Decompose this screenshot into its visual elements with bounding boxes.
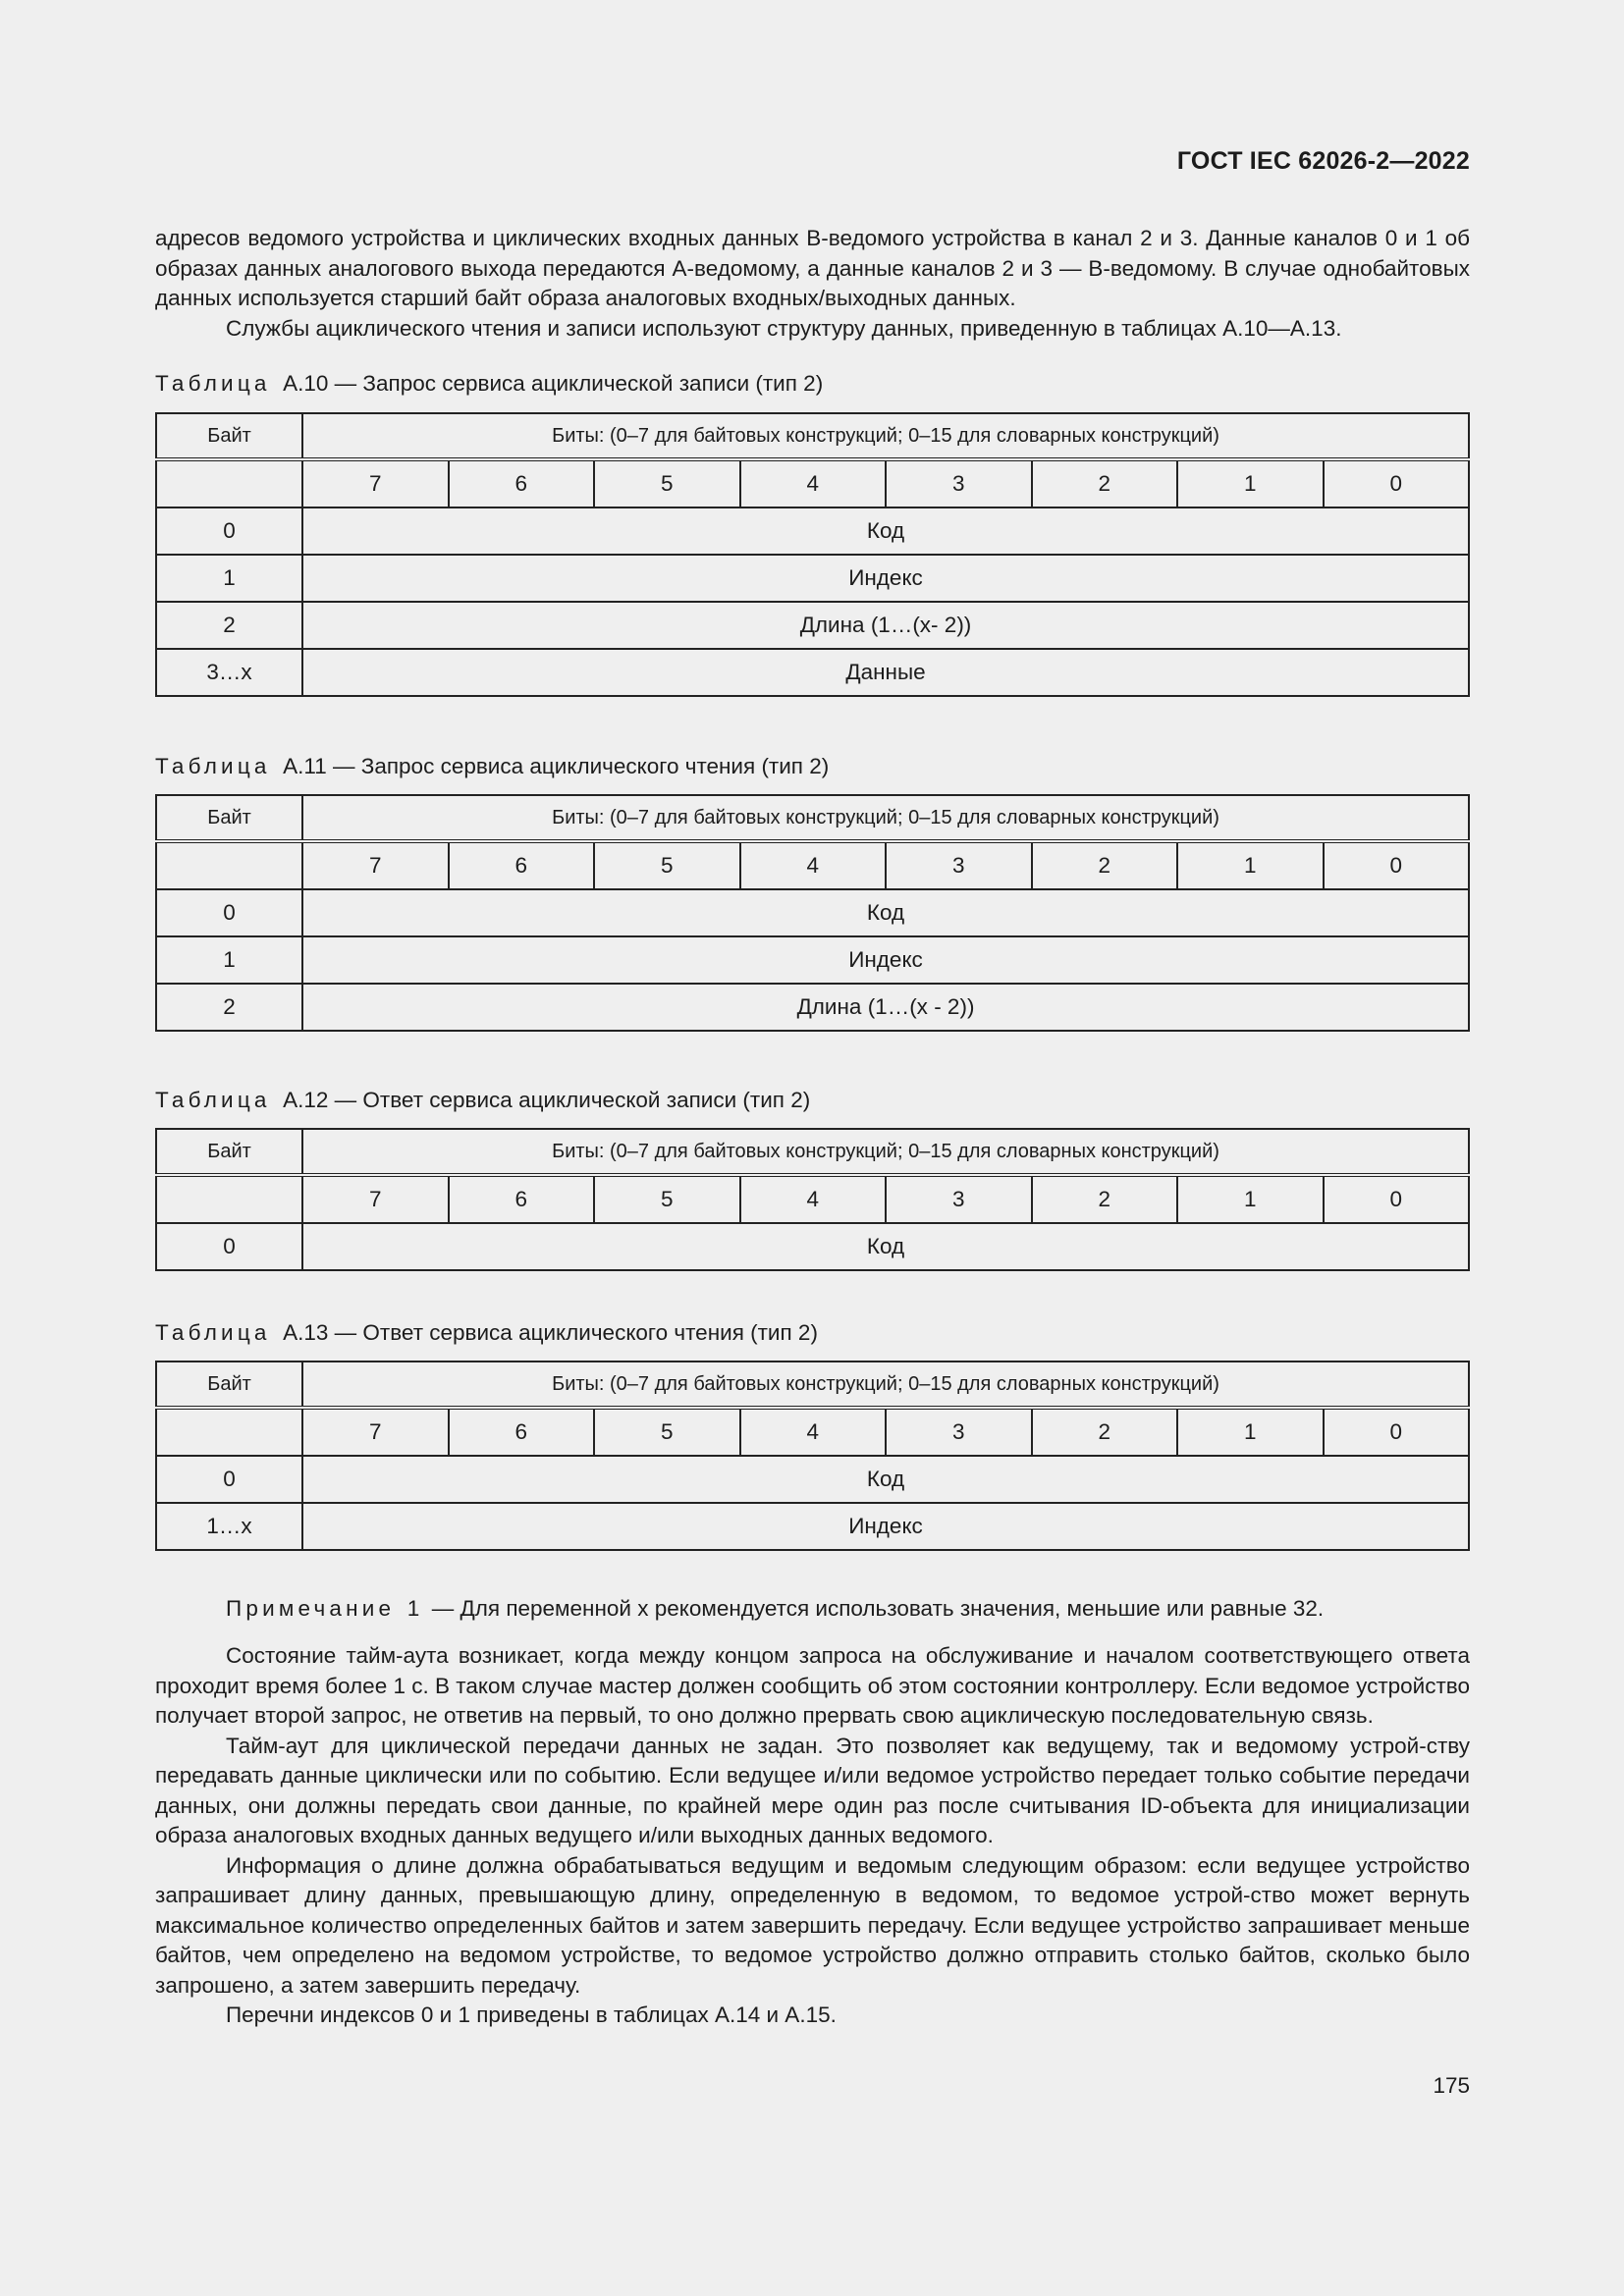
- header-byte: Байт: [156, 795, 302, 841]
- intro-paragraph: адресов ведомого устройства и циклических входных данных В-ведомого устройства в канал 2 и 3. Данные каналов 0 и 1 об образах данных аналогового выхода передаются А-ведомому, а данные каналов 2 и 3 — В-ведомому. В случае однобайтовых данных используется старший байт образа аналоговых входных/выходных данных.: [155, 226, 1470, 310]
- value-cell: Индекс: [302, 936, 1469, 984]
- bit-cell: 0: [1324, 841, 1470, 889]
- value-cell: Длина (1…(х - 2)): [302, 984, 1469, 1031]
- bit-cell: 3: [886, 1175, 1032, 1223]
- bit-cell: 7: [302, 1408, 449, 1456]
- table-caption-a13: [155, 1318, 818, 1348]
- bit-cell: 0: [1324, 1175, 1470, 1223]
- byte-cell: 0: [156, 1223, 302, 1270]
- bit-cell: 4: [740, 841, 887, 889]
- table-row: [156, 555, 1469, 602]
- table-row: [156, 1456, 1469, 1503]
- value-cell: Длина (1…(х- 2)): [302, 602, 1469, 649]
- empty-cell: [156, 459, 302, 507]
- bit-cell: 2: [1032, 841, 1178, 889]
- byte-cell: 0: [156, 889, 302, 936]
- table-row: [156, 1223, 1469, 1270]
- byte-cell: 0: [156, 1456, 302, 1503]
- intro-text: [155, 224, 1470, 344]
- empty-cell: [156, 1408, 302, 1456]
- table-row: [156, 602, 1469, 649]
- table-a11: [155, 794, 1470, 1032]
- bit-cell: 5: [594, 459, 740, 507]
- note: [155, 1594, 1470, 1625]
- table-title: А.12 — Ответ сервиса ациклической записи (тип 2): [283, 1088, 811, 1112]
- bit-cell: 4: [740, 1408, 887, 1456]
- bit-cell: 7: [302, 841, 449, 889]
- header-byte: Байт: [156, 1362, 302, 1408]
- bit-cell: 1: [1177, 841, 1324, 889]
- table-word: Таблица: [155, 1320, 271, 1345]
- table-row: [156, 1503, 1469, 1550]
- note-text: — Для переменной х рекомендуется использовать значения, меньшие или равные 32.: [431, 1596, 1325, 1621]
- header-bits: Биты: (0–7 для байтовых конструкций; 0–15 для словарных конструкций): [302, 1129, 1469, 1175]
- note-label: Примечание: [226, 1596, 396, 1621]
- bit-cell: 6: [449, 841, 595, 889]
- empty-cell: [156, 1175, 302, 1223]
- body-paragraph: Перечни индексов 0 и 1 приведены в таблицах А.14 и А.15.: [226, 2002, 837, 2027]
- bit-cell: 7: [302, 459, 449, 507]
- value-cell: Код: [302, 1456, 1469, 1503]
- body-paragraph: Тайм-аут для циклической передачи данных не задан. Это позволяет как ведущему, так и ведомому устрой-ству передавать данные циклически или по событию. Если ведущее и/или ведомое устройство передает только событие передачи данных, они должны передать свои данные, по крайней мере один раз после считывания ID-объекта для инициализации образа аналоговых входных данных ведущего и/или выходных данных ведомого.: [155, 1733, 1470, 1847]
- header-bits: Биты: (0–7 для байтовых конструкций; 0–15 для словарных конструкций): [302, 1362, 1469, 1408]
- table-row: [156, 649, 1469, 696]
- bit-cell: 1: [1177, 459, 1324, 507]
- bit-cell: 3: [886, 1408, 1032, 1456]
- byte-cell: 3…x: [156, 649, 302, 696]
- body-paragraph: Состояние тайм-аута возникает, когда между концом запроса на обслуживание и началом соответствующего ответа проходит время более 1 с. В таком случае мастер должен сообщить об этом состоянии контроллеру. Если ведомое устройство получает второй запрос, не ответив на первый, то оно должно прервать свою ациклическую последовательную связь.: [155, 1643, 1470, 1728]
- value-cell: Индекс: [302, 1503, 1469, 1550]
- header-bits: Биты: (0–7 для байтовых конструкций; 0–15 для словарных конструкций): [302, 413, 1469, 459]
- table-a12: [155, 1128, 1470, 1271]
- bit-cell: 6: [449, 1175, 595, 1223]
- table-row: [156, 889, 1469, 936]
- table-word: Таблица: [155, 371, 271, 396]
- empty-cell: [156, 841, 302, 889]
- table-caption-a11: [155, 752, 829, 781]
- table-caption-a12: [155, 1086, 810, 1115]
- body-paragraph: Информация о длине должна обрабатываться ведущим и ведомым следующим образом: если ведущее устройство запрашивает длину данных, превышающую длину, определенную в ведомом, то ведомое устрой-ство может вернуть максимальное количество определенных байтов и затем завершить передачу. Если ведущее устройство запрашивает меньше байтов, чем определено на ведомом устройстве, то ведомое устройство должно отправить столько байтов, сколько было запрошено, а затем завершить передачу.: [155, 1852, 1470, 1998]
- bit-cell: 2: [1032, 1408, 1178, 1456]
- table-row: [156, 936, 1469, 984]
- value-cell: Код: [302, 889, 1469, 936]
- note-number: 1: [406, 1596, 420, 1621]
- table-title: А.11 — Запрос сервиса ациклического чтения (тип 2): [283, 754, 830, 778]
- value-cell: Код: [302, 1223, 1469, 1270]
- bit-cell: 5: [594, 1175, 740, 1223]
- byte-cell: 2: [156, 602, 302, 649]
- bit-cell: 6: [449, 1408, 595, 1456]
- header-byte: Байт: [156, 1129, 302, 1175]
- bit-cell: 5: [594, 841, 740, 889]
- table-row: [156, 507, 1469, 555]
- bit-cell: 5: [594, 1408, 740, 1456]
- table-word: Таблица: [155, 1088, 271, 1112]
- bit-cell: 2: [1032, 459, 1178, 507]
- body-text: [155, 1641, 1470, 2031]
- bit-cell: 3: [886, 459, 1032, 507]
- table-caption-a10: [155, 369, 823, 399]
- header-byte: Байт: [156, 413, 302, 459]
- table-row: [156, 984, 1469, 1031]
- table-a13: [155, 1361, 1470, 1551]
- bit-cell: 6: [449, 459, 595, 507]
- bit-cell: 4: [740, 1175, 887, 1223]
- bit-cell: 3: [886, 841, 1032, 889]
- table-title: А.13 — Ответ сервиса ациклического чтения (тип 2): [283, 1320, 818, 1345]
- value-cell: Данные: [302, 649, 1469, 696]
- byte-cell: 1: [156, 936, 302, 984]
- value-cell: Код: [302, 507, 1469, 555]
- bit-cell: 1: [1177, 1408, 1324, 1456]
- bit-cell: 0: [1324, 459, 1470, 507]
- bit-cell: 7: [302, 1175, 449, 1223]
- value-cell: Индекс: [302, 555, 1469, 602]
- bit-cell: 2: [1032, 1175, 1178, 1223]
- byte-cell: 2: [156, 984, 302, 1031]
- byte-cell: 1…x: [156, 1503, 302, 1550]
- table-a10: [155, 412, 1470, 697]
- bit-cell: 4: [740, 459, 887, 507]
- byte-cell: 1: [156, 555, 302, 602]
- table-word: Таблица: [155, 754, 271, 778]
- byte-cell: 0: [156, 507, 302, 555]
- header-bits: Биты: (0–7 для байтовых конструкций; 0–15 для словарных конструкций): [302, 795, 1469, 841]
- standard-header: ГОСТ IEC 62026-2—2022: [1176, 147, 1470, 175]
- intro-paragraph: Службы ациклического чтения и записи используют структуру данных, приведенную в таблицах А.10—А.13.: [226, 315, 1342, 341]
- table-title: А.10 — Запрос сервиса ациклической записи (тип 2): [283, 371, 824, 396]
- bit-cell: 0: [1324, 1408, 1470, 1456]
- page-number: 175: [1433, 2073, 1470, 2098]
- bit-cell: 1: [1177, 1175, 1324, 1223]
